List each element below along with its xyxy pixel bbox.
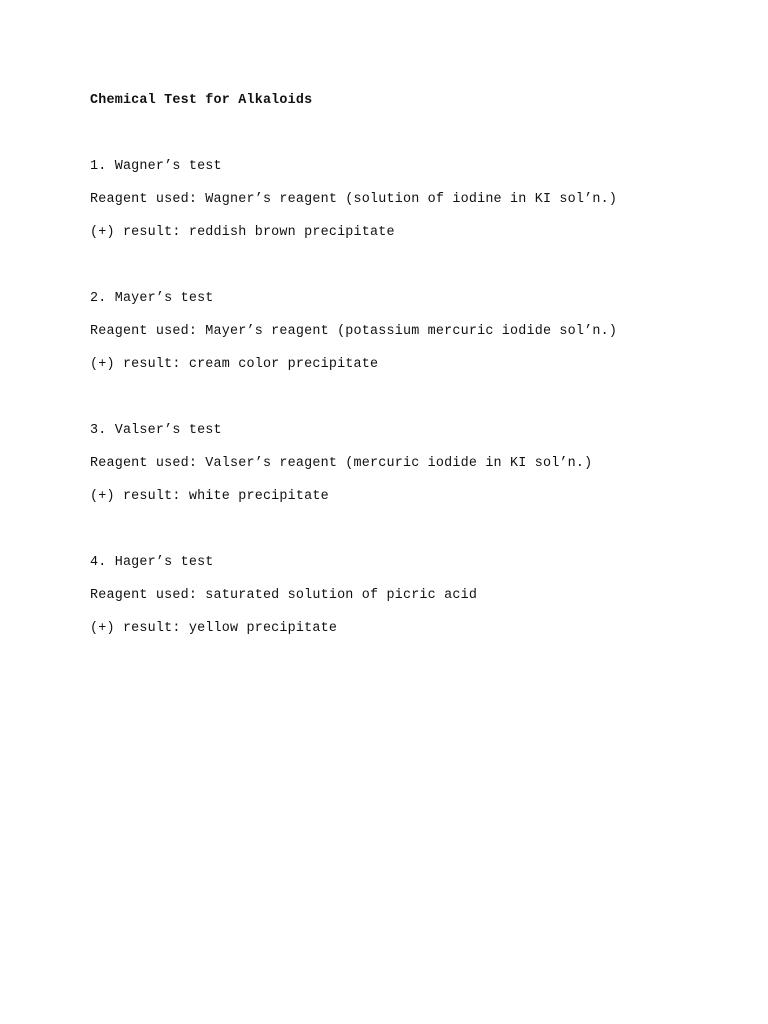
spacer	[90, 109, 730, 159]
test-result: (+) result: white precipitate	[90, 489, 329, 504]
test-reagent: Reagent used: Valser’s reagent (mercuric iodide in KI sol’n.)	[90, 456, 593, 471]
test-heading: 2. Mayer’s test	[90, 291, 214, 306]
spacer	[90, 241, 730, 291]
test-heading: 1. Wagner’s test	[90, 159, 222, 174]
test-reagent: Reagent used: Mayer’s reagent (potassium mercuric iodide sol’n.)	[90, 324, 618, 339]
test-heading: 4. Hager’s test	[90, 555, 214, 570]
test-reagent: Reagent used: Wagner’s reagent (solution of iodine in KI sol’n.)	[90, 192, 618, 207]
document-title: Chemical Test for Alkaloids	[90, 93, 313, 108]
test-heading: 3. Valser’s test	[90, 423, 222, 438]
document-body	[90, 93, 730, 637]
test-section-valser	[90, 423, 730, 505]
test-section-hager	[90, 555, 730, 637]
spacer	[90, 505, 730, 555]
test-result: (+) result: yellow precipitate	[90, 621, 338, 636]
test-result: (+) result: cream color precipitate	[90, 357, 379, 372]
test-reagent: Reagent used: saturated solution of picric acid	[90, 588, 478, 603]
test-section-mayer	[90, 291, 730, 373]
test-section-wagner	[90, 159, 730, 241]
test-result: (+) result: reddish brown precipitate	[90, 225, 395, 240]
spacer	[90, 373, 730, 423]
